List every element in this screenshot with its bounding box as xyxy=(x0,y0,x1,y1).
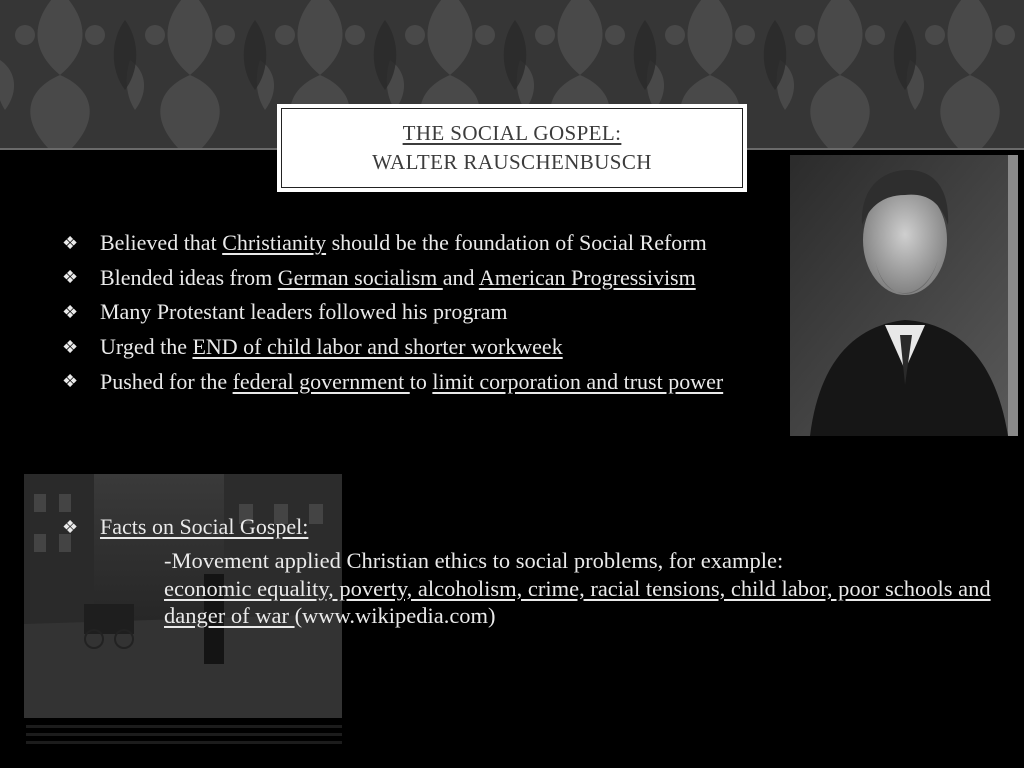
link-german-socialism[interactable]: German socialism xyxy=(277,264,443,290)
facts-source: (www.wikipedia.com) xyxy=(294,603,496,628)
facts-examples-link[interactable]: economic equality, poverty, alcoholism, crime, racial tensions, child labor, poor schools and danger of war xyxy=(164,575,991,628)
diamond-bullet-icon: ❖ xyxy=(62,336,79,357)
facts-heading-link[interactable]: Facts on Social Gospel: xyxy=(100,514,309,539)
link-federal-government[interactable]: federal government xyxy=(232,368,410,394)
bullet-list xyxy=(62,226,902,399)
link-child-labor[interactable]: END of child labor and shorter workweek xyxy=(192,334,563,360)
facts-section xyxy=(62,511,308,543)
photo-caption-lines xyxy=(26,720,342,752)
link-christianity[interactable]: Christianity xyxy=(222,230,327,256)
facts-bullet xyxy=(62,511,308,543)
title-line-2: WALTER RAUSCHENBUSCH xyxy=(372,150,652,174)
diamond-bullet-icon: ❖ xyxy=(62,516,79,537)
bullet-item: ❖ Urged the END of child labor and shorter workweek xyxy=(62,334,563,360)
facts-line-1: -Movement applied Christian ethics to social problems, for example: xyxy=(164,548,784,573)
facts-description xyxy=(164,547,1014,630)
diamond-bullet-icon: ❖ xyxy=(62,232,79,253)
link-american-progressivism[interactable]: American Progressivism xyxy=(478,264,696,290)
title-line-1: THE SOCIAL GOSPEL: xyxy=(402,121,622,145)
title-box xyxy=(277,104,747,192)
bullet-item: ❖ Pushed for the federal government to limit corporation and trust power xyxy=(62,368,724,394)
bullet-item: ❖ Blended ideas from German socialism and American Progressivism xyxy=(62,264,696,290)
diamond-bullet-icon: ❖ xyxy=(62,371,79,392)
diamond-bullet-icon: ❖ xyxy=(62,301,79,322)
diamond-bullet-icon: ❖ xyxy=(62,267,79,288)
bullet-item: ❖ Many Protestant leaders followed his program xyxy=(62,299,508,325)
link-trust-power[interactable]: limit corporation and trust power xyxy=(432,368,724,394)
title-frame xyxy=(281,108,743,188)
bullet-item: ❖ Believed that Christianity should be the foundation of Social Reform xyxy=(62,230,707,256)
